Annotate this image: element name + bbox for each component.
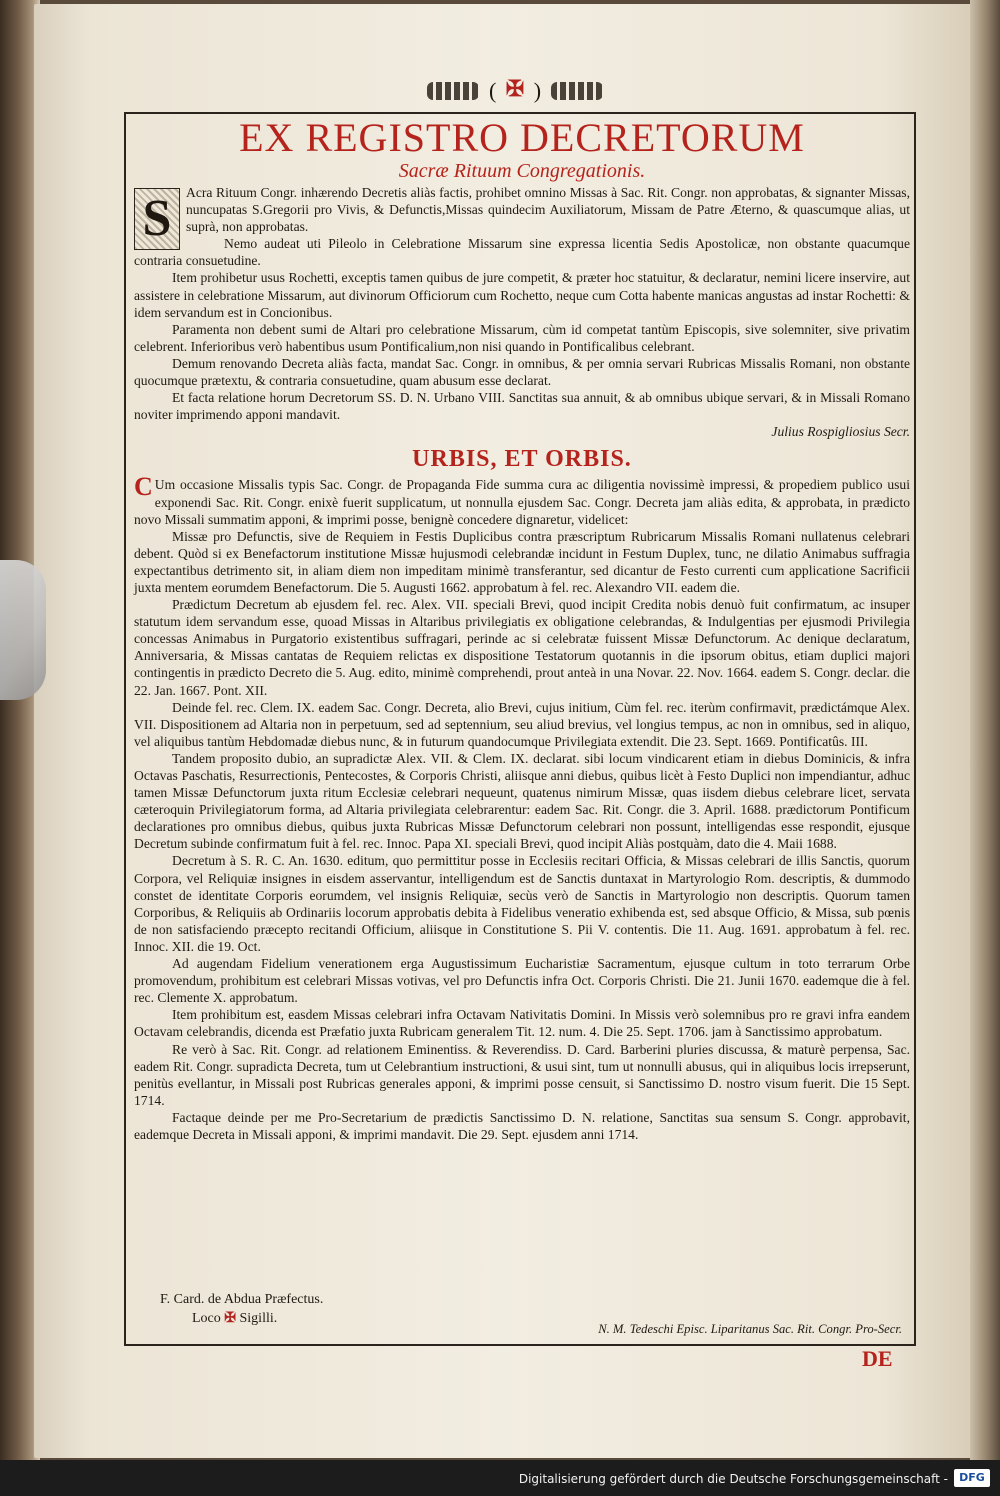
paragraph: Factaque deinde per me Pro-Secretarium de prædictis Sanctissimo D. N. relatione, Sanctitas sua sensum S. Congr. approbavit, eademque Decreta in Missali apponi, & imprimi mandavit. Die 29. Sept. ejusdem anni 1714.: [134, 1109, 910, 1142]
secretary-signature: N. M. Tedeschi Episc. Liparitanus Sac. Rit. Congr. Pro-Secr.: [598, 1322, 902, 1336]
page-edge: [970, 0, 1000, 1460]
loco-text: Loco: [192, 1311, 221, 1326]
right-ornament-icon: [551, 82, 603, 100]
paragraph-text: Um occasione Missalis typis Sac. Congr. de Propaganda Fide summa cura ac diligentia novissimè impressi, & propediem publico usui exponendi Sac. Rit. Congr. enixè fuerit supplicatum, ut nonnulla ejusdem Sac. Congr. Decreta jam aliàs edita, & approbata, in prædicto novo Missali summatim apponi, & imprimi posse, benignè concedere dignaretur, videlicet:: [134, 477, 910, 527]
decorated-initial: [134, 188, 180, 250]
paragraph: Et facta relatione horum Decretorum SS. D. N. Urbano VIII. Sanctitas sua annuit, & ab omnibus ubique servari, & in Missali Romano noviter imprimendo apponi mandavit.: [134, 390, 910, 423]
paragraph: Missæ pro Defunctis, sive de Requiem in Festis Duplicibus contra præscriptum Rubricarum Missalis Romani nullatenus celebrari debent. Quòd si ex Benefactorum institutione Missæ hujusmodi celebrandæ incidunt in Festum Duplex, tunc, ne dilatio Animabus suffragia expectantibus detrimento sit, in aliam diem non impeditam minimè transferantur, sed dicantur de Festo currenti cum applicatione Sacrificii juxta mentem eorumdem Benefactorum. Die 5. Augusti 1662. approbatum à fel. rec. Alexandro VII. eadem die.: [134, 528, 910, 595]
paragraph: Tandem proposito dubio, an supradictæ Alex. VII. & Clem. IX. declarat. sibi locum vindicarent etiam in diebus Dominicis, & infra Octavas Paschatis, Resurrectionis, Pentecostes, & Corporis Christi, aliisque anni diebus, quibus licèt à Festo Duplici non impendiantur, adhuc tamen Missæ Defunctorum juxta ritum Ecclesiæ celebrari nequeunt, quatenus nimirum Missæ, quas iisdem diebus celebrare licet, servata cæteroquin Privilegiatorum forma, ad Altaria privilegiata celebrarentur: eadem Sac. Rit. Congr. die 3. April. 1688. prædictorum Pontificum declarationes pro omnibus diebus, quibus juxta Rubricas Missæ Defunctorum celebrari non possunt, intelligendas esse respondit, ejusque Decretum subinde confirmatum fuit à fel. rec. Innoc. Papa XI. speciali Brevi, quod incipit Aliàs postquàm, dato die 4. Maii 1688.: [134, 750, 910, 852]
catchword: DE: [862, 1346, 893, 1371]
paragraph: Item prohibetur usus Rochetti, exceptis tamen quibus de jure competit, & præter hoc statuitur, & declaratur, nemini licere inservire, aut assistere in celebratione Missarum, aut divinorum Officiorum cum Rochetto, neque cum Cotta habente manicas angustas ad instar Rochetti: & idem servandum est in Concionibus.: [134, 270, 910, 320]
dfg-logo-icon: DFG: [954, 1469, 990, 1487]
sigilli-text: Sigilli.: [239, 1311, 278, 1326]
paragraph: Paramenta non debent sumi de Altari pro celebratione Missarum, cùm id competat tantùm Episcopis, sive solemniter, sive privatim celebrent. Inferioribus verò habentibus usum Pontificalium,non nisi quando in Pontificalibus celebrant.: [134, 321, 910, 354]
left-ornament-icon: [427, 82, 479, 100]
right-paren: ): [533, 77, 542, 103]
signature: Julius Rospigliosius Secr.: [771, 424, 910, 440]
paragraph: Acra Rituum Congr. inhærendo Decretis aliàs factis, prohibet omnino Missas à Sac. Rit. Congr. non approbatas, & signanter Missas, nuncupatas S.Gregorii pro Vivis, & Defunctis,Missas quindecim Auxiliatorum, Missam de Patre Æterno, & quascumque alias, ut suprà, non approbatas.: [186, 185, 910, 235]
paragraph: Item prohibitum est, easdem Missas celebrari infra Octavam Nativitatis Domini. In Missis verò solemnibus pro re gravi infra eandem Octavam celebrandis, dicenda est Præfatio juxta Rubricam generalem Tit. 12. num. 4. Die 25. Sept. 1706. jam à Sanctissimo approbatum.: [134, 1007, 910, 1040]
document-title: EX REGISTRO DECRETORUM: [239, 115, 805, 160]
document-body: [134, 116, 910, 1143]
seal-line: [160, 1309, 323, 1328]
scanner-thumb-shadow: [0, 560, 46, 700]
paragraph: Deinde fel. rec. Clem. IX. eadem Sac. Congr. Decreta, alio Brevi, cujus initium, Cùm fel. rec. iterùm confirmavit, prædictámque Alex. VII. Dispositionem ad Altaria non in perpetuum, sed ad septennium, seu aliud brevius, vel longius tempus, ac non in omnibus, sed in aliquo, vel aliquibus tantùm Hebdomadæ diebus nunc, & in futurum quandocumque Privilegiata extendit. Die 23. Sept. 1669. Pontificatûs. III.: [134, 699, 910, 749]
closing-block: [160, 1290, 323, 1328]
seal-cross-icon: ✠: [224, 1311, 236, 1326]
paragraph: Nemo audeat uti Pileolo in Celebratione Missarum sine expressa licentia Sedis Apostolicæ, non obstante quacumque contraria consuetudine.: [134, 236, 910, 269]
document-subtitle: Sacræ Rituum Congregationis.: [398, 160, 646, 182]
footer-credit: Digitalisierung gefördert durch die Deutsche Forschungsgemeinschaft -: [518, 1472, 948, 1486]
cross-icon: ✠: [505, 76, 525, 101]
paragraph: Decretum à S. R. C. An. 1630. editum, quo permittitur posse in Ecclesiis recitari Officia, & Missas celebrari de illis Sanctis, quorum Corpora, vel Reliquiæ insignes in eisdem asservantur, intelligendum est de Sanctis duntaxat in Martyrologio Rom. descriptis, & dummodo constet de identitate Corporis eorumdem, vel insignis Reliquiæ, secùs verò de Sanctis in Martyrologio non descriptis. Quorum tamen Corporibus, & Reliquiis ab Ordinariis locorum approbatis debita à Fidelibus veneratio exhibenda est, sed absque Officio, & Missa, sub pœnis de non satisfaciendo præcepto recitandi Officium, aliisque in Constitutione S. Pii V. contentis. Die 11. Aug. 1691. approbatum à fel. rec. Innoc. XII. die 19. Oct.: [134, 853, 910, 954]
paragraph: Re verò à Sac. Rit. Congr. ad relationem Eminentiss. & Reverendiss. D. Card. Barberini pluries discussa, & maturè perpensa, Sac. eadem Rit. Congr. supradicta Decreta, tum ut Celebrantium instructioni, & usui sint, tum ut nonnulli abusus, qui in aliquibus locis irrepserunt, penitùs evellantur, in Missali post Rubricas generales apponi, & imprimi posse censuit, si Sanctissimo D. nostro visum fuerit. Die 15 Sept. 1714.: [134, 1041, 910, 1108]
red-initial: C: [134, 472, 153, 502]
paragraph: [134, 472, 910, 527]
paragraph: Ad augendam Fidelium venerationem erga Augustissimum Eucharistiæ Sacramentum, ejusque cultum in toto terrarum Orbe promovendum, prohibitum est celebrari Missas votivas, vel pro Defunctis infra Oct. Corporis Christi. Die 21. Junii 1670. eademque die à fel. rec. Clemente X. approbatum.: [134, 956, 910, 1006]
prefect-signature: F. Card. de Abdua Præfectus.: [160, 1292, 324, 1307]
page-header-ornament: [420, 76, 610, 106]
initial-letter: S: [142, 190, 172, 247]
paragraph: Prædictum Decretum ab ejusdem fel. rec. Alex. VII. speciali Brevi, quod incipit Credita nobis denuò fuit confirmatum, ac insuper statutum idem servandum esse, quoad Missas in Altaribus privilegiatis ex obligatione celebrandas, & Indulgentias per ejusmodi Privilegia concessas Animabus in Purgatorio existentibus suffragari, perinde ac si celebratæ fuissent Missæ Defunctorum. Ac denique declaratum, Anniversaria, & Missas cantatas de Requiem relictas ex dispositione Testatorum quotannis in die ipsorum obitus, etiam duplici majori contingentis in prædicto Decreto die 5. Aug. edito, minimè comprehendi, prout anteà in una Novar. 22. Nov. 1664. eadem S. Congr. declar. die 22. Jan. 1667. Pont. XII.: [134, 597, 910, 698]
left-paren: (: [488, 77, 497, 103]
paragraph: Demum renovando Decreta aliàs facta, mandat Sac. Congr. in omnibus, & per omnia servari Rubricas Missalis Romani, non obstante quocumque prætextu, & contraria consuetudine, quam abusum esse declarat.: [134, 355, 910, 389]
section-heading: URBIS, ET ORBIS.: [412, 446, 632, 473]
